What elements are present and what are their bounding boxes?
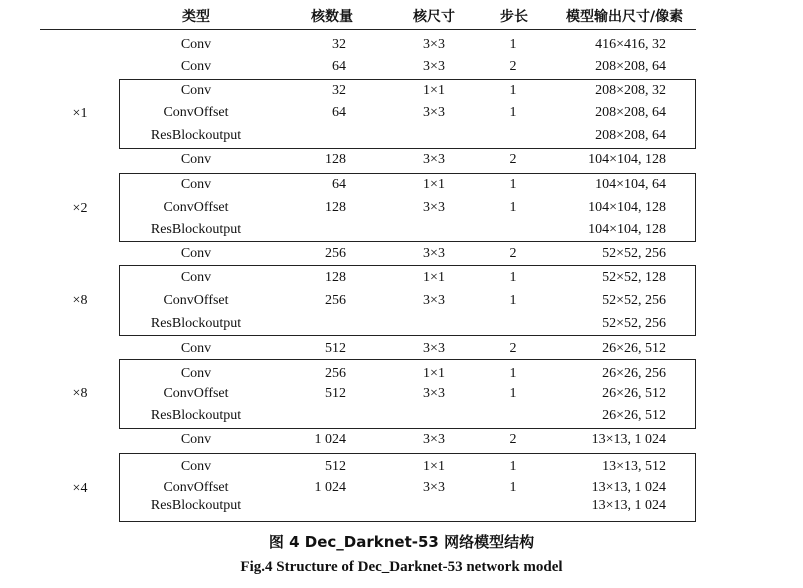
kernel-count: 512: [325, 459, 346, 474]
output-size: 13×13, 1 024: [591, 432, 666, 447]
layer-type: Conv: [180, 341, 212, 356]
kernel-size: 1×1: [423, 270, 445, 285]
layer-type: ConvOffset: [163, 386, 229, 401]
kernel-count: 512: [325, 386, 346, 401]
header-type: 类型: [182, 9, 210, 25]
kernel-size: 3×3: [423, 246, 445, 261]
repeat-label-4: ×8: [72, 386, 88, 401]
kernel-count: 1 024: [314, 432, 346, 447]
output-size: 208×208, 64: [595, 59, 666, 74]
kernel-count: 128: [325, 200, 346, 215]
header-kernel: 核尺寸: [413, 9, 455, 25]
layer-type: Conv: [180, 366, 212, 381]
kernel-count: 256: [325, 366, 346, 381]
output-size: 13×13, 512: [602, 459, 666, 474]
kernel-size: 3×3: [423, 480, 445, 495]
layer-type: ResBlockoutput: [150, 408, 242, 423]
caption-chinese: 图 4 Dec_Darknet-53 网络模型结构: [268, 533, 535, 551]
layer-type: Conv: [180, 432, 212, 447]
stride: 1: [509, 293, 517, 308]
stride: 2: [509, 59, 517, 74]
kernel-size: 3×3: [423, 386, 445, 401]
output-size: 104×104, 128: [588, 222, 666, 237]
output-size: 104×104, 64: [595, 177, 666, 192]
kernel-count: 1 024: [314, 480, 346, 495]
kernel-size: 3×3: [423, 37, 445, 52]
kernel-size: 3×3: [423, 200, 445, 215]
kernel-count: 128: [325, 270, 346, 285]
stride: 1: [509, 37, 517, 52]
output-size: 208×208, 64: [595, 128, 666, 143]
repeat-label-5: ×4: [72, 481, 88, 496]
output-size: 13×13, 1 024: [591, 480, 666, 495]
kernel-size: 3×3: [423, 341, 445, 356]
output-size: 26×26, 256: [602, 366, 666, 381]
kernel-size: 3×3: [423, 59, 445, 74]
stride: 1: [509, 366, 517, 381]
kernel-size: 3×3: [423, 105, 445, 120]
output-size: 52×52, 256: [602, 246, 666, 261]
layer-type: Conv: [180, 83, 212, 98]
layer-type: ConvOffset: [163, 200, 229, 215]
layer-type: ResBlockoutput: [150, 498, 242, 513]
stride: 2: [509, 432, 517, 447]
stride: 2: [509, 152, 517, 167]
layer-type: ConvOffset: [163, 105, 229, 120]
caption-english: Fig.4 Structure of Dec_Darknet-53 network model: [240, 559, 563, 575]
output-size: 416×416, 32: [595, 37, 666, 52]
header-stride: 步长: [500, 9, 528, 25]
kernel-count: 256: [325, 293, 346, 308]
kernel-size: 3×3: [423, 432, 445, 447]
repeat-label-1: ×1: [72, 106, 88, 121]
output-size: 52×52, 256: [602, 316, 666, 331]
stride: 1: [509, 480, 517, 495]
output-size: 104×104, 128: [588, 152, 666, 167]
stride: 1: [509, 83, 517, 98]
kernel-size: 1×1: [423, 83, 445, 98]
layer-type: ConvOffset: [163, 293, 229, 308]
output-size: 208×208, 64: [595, 105, 666, 120]
repeat-label-2: ×2: [72, 201, 88, 216]
layer-type: Conv: [180, 246, 212, 261]
output-size: 52×52, 128: [602, 270, 666, 285]
stride: 1: [509, 200, 517, 215]
output-size: 26×26, 512: [602, 386, 666, 401]
layer-type: Conv: [180, 37, 212, 52]
kernel-size: 1×1: [423, 177, 445, 192]
kernel-count: 32: [332, 37, 346, 52]
layer-type: Conv: [180, 177, 212, 192]
header-count: 核数量: [311, 9, 353, 25]
kernel-size: 1×1: [423, 459, 445, 474]
output-size: 13×13, 1 024: [591, 498, 666, 513]
stride: 1: [509, 105, 517, 120]
layer-type: Conv: [180, 152, 212, 167]
header-output: 模型输出尺寸/像素: [566, 9, 684, 25]
layer-type: ConvOffset: [163, 480, 229, 495]
kernel-size: 3×3: [423, 152, 445, 167]
stride: 1: [509, 459, 517, 474]
stride: 1: [509, 386, 517, 401]
layer-type: ResBlockoutput: [150, 128, 242, 143]
kernel-count: 32: [332, 83, 346, 98]
output-size: 26×26, 512: [602, 408, 666, 423]
output-size: 208×208, 32: [595, 83, 666, 98]
stride: 2: [509, 246, 517, 261]
kernel-count: 64: [332, 177, 346, 192]
stride: 2: [509, 341, 517, 356]
kernel-count: 64: [332, 59, 346, 74]
kernel-count: 128: [325, 152, 346, 167]
header-rule: [40, 29, 696, 30]
layer-type: ResBlockoutput: [150, 222, 242, 237]
layer-type: ResBlockoutput: [150, 316, 242, 331]
kernel-count: 512: [325, 341, 346, 356]
stride: 1: [509, 177, 517, 192]
layer-type: Conv: [180, 59, 212, 74]
kernel-size: 1×1: [423, 366, 445, 381]
output-size: 26×26, 512: [602, 341, 666, 356]
kernel-size: 3×3: [423, 293, 445, 308]
layer-type: Conv: [180, 459, 212, 474]
layer-type: Conv: [180, 270, 212, 285]
output-size: 52×52, 256: [602, 293, 666, 308]
repeat-label-3: ×8: [72, 293, 88, 308]
kernel-count: 256: [325, 246, 346, 261]
kernel-count: 64: [332, 105, 346, 120]
stride: 1: [509, 270, 517, 285]
output-size: 104×104, 128: [588, 200, 666, 215]
